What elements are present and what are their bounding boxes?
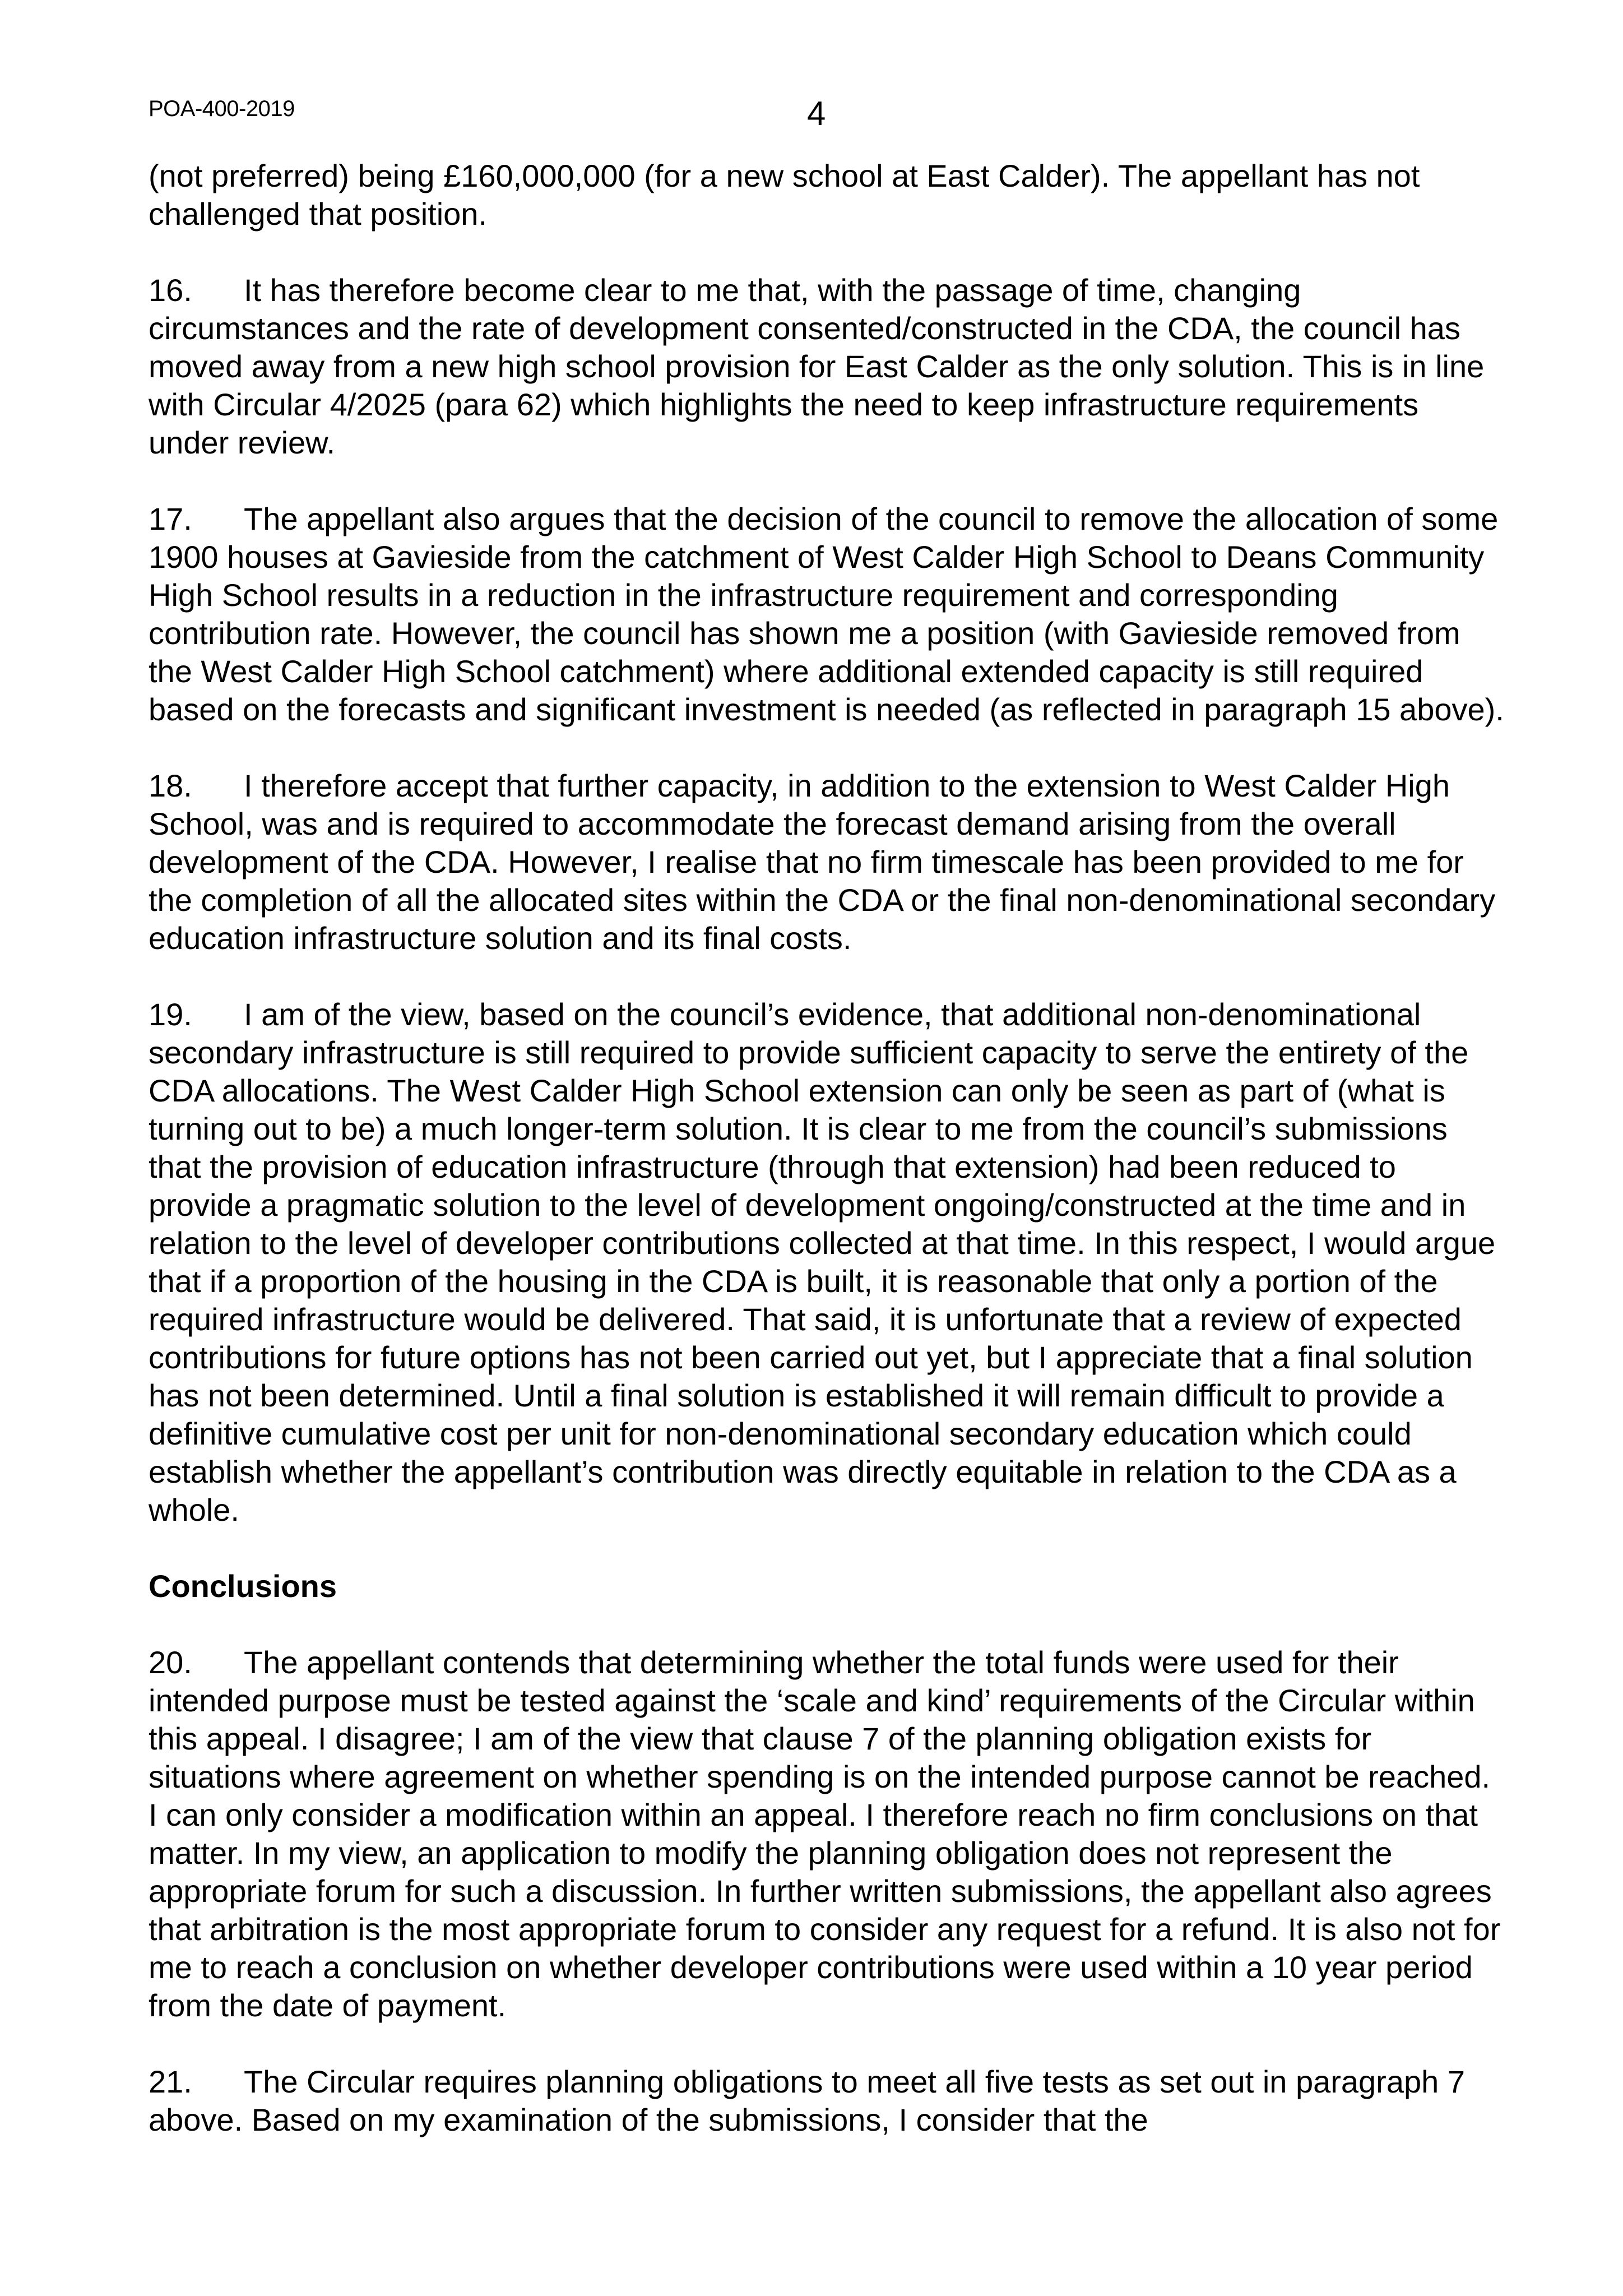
paragraph-text: The appellant also argues that the decision of the council to remove the allocation of some 1900 houses at Gavieside from the catchment of West Calder High School to Deans Community High School results in a reduction in the infrastructure requirement and corresponding contribution rate. However, the council has shown me a position (with Gavieside removed from the West Calder High School catchment) where additional extended capacity is still required based on the forecasts and significant investment is needed (as reflected in paragraph 15 above). (149, 501, 1504, 727)
paragraph-number: 18. (149, 768, 192, 803)
document-body (149, 157, 1505, 2177)
paragraph-number: 20. (149, 1645, 192, 1680)
paragraph-number: 21. (149, 2064, 192, 2099)
paragraph-19 (149, 996, 1505, 1529)
paragraph-number: 19. (149, 997, 192, 1032)
paragraph-16 (149, 271, 1505, 462)
document-reference: POA-400-2019 (149, 96, 295, 121)
paragraph-number: 17. (149, 501, 192, 536)
paragraph-20 (149, 1644, 1505, 2025)
paragraph-text: I am of the view, based on the council’s evidence, that additional non-denominational secondary infrastructure is still required to provide sufficient capacity to serve the entirety of the CDA allocations. The West Calder High School extension can only be seen as part of (what is turning out to be) a much longer-term solution. It is clear to me from the council’s submissions that the provision of education infrastructure (through that extension) had been reduced to provide a pragmatic solution to the level of development ongoing/constructed at the time and in relation to the level of developer contributions collected at that time. In this respect, I would argue that if a proportion of the housing in the CDA is built, it is reasonable that only a portion of the required infrastructure would be delivered. That said, it is unfortunate that a review of expected contributions for future options has not been carried out yet, but I appreciate that a final solution has not been determined. Until a final solution is established it will remain difficult to provide a definitive cumulative cost per unit for non-denominational secondary education which could establish whether the appellant’s contribution was directly equitable in relation to the CDA as a whole. (149, 997, 1496, 1527)
paragraph-18 (149, 767, 1505, 957)
paragraph-21 (149, 2063, 1505, 2139)
page-number: 4 (807, 95, 826, 132)
paragraph-continued (149, 157, 1505, 233)
paragraph-text: (not preferred) being £160,000,000 (for a new school at East Calder). The appellant has not challenged that position. (149, 158, 1420, 232)
paragraph-text: It has therefore become clear to me that, with the passage of time, changing circumstances and the rate of development consented/constructed in the CDA, the council has moved away from a new high school provision for East Calder as the only solution. This is in line with Circular 4/2025 (para 62) which highlights the need to keep infrastructure requirements under review. (149, 272, 1485, 460)
paragraph-text: I therefore accept that further capacity, in addition to the extension to West Calder High School, was and is required to accommodate the forecast demand arising from the overall development of the CDA. However, I realise that no firm timescale has been provided to me for the completion of all the allocated sites within the CDA or the final non-denominational secondary education infrastructure solution and its final costs. (149, 768, 1496, 956)
paragraph-number: 16. (149, 272, 192, 308)
section-heading: Conclusions (149, 1568, 337, 1604)
paragraph-text: The Circular requires planning obligations to meet all five tests as set out in paragraph 7 above. Based on my examination of the submissions, I consider that the (149, 2064, 1465, 2137)
paragraph-17 (149, 500, 1505, 729)
paragraph-text: The appellant contends that determining whether the total funds were used for their intended purpose must be tested against the ‘scale and kind’ requirements of the Circular within this appeal. I disagree; I am of the view that clause 7 of the planning obligation exists for situations where agreement on whether spending is on the intended purpose cannot be reached. I can only consider a modification within an appeal. I therefore reach no firm conclusions on that matter. In my view, an application to modify the planning obligation does not represent the appropriate forum for such a discussion. In further written submissions, the appellant also agrees that arbitration is the most appropriate forum to consider any request for a refund. It is also not for me to reach a conclusion on whether developer contributions were used within a 10 year period from the date of payment. (149, 1645, 1501, 2023)
